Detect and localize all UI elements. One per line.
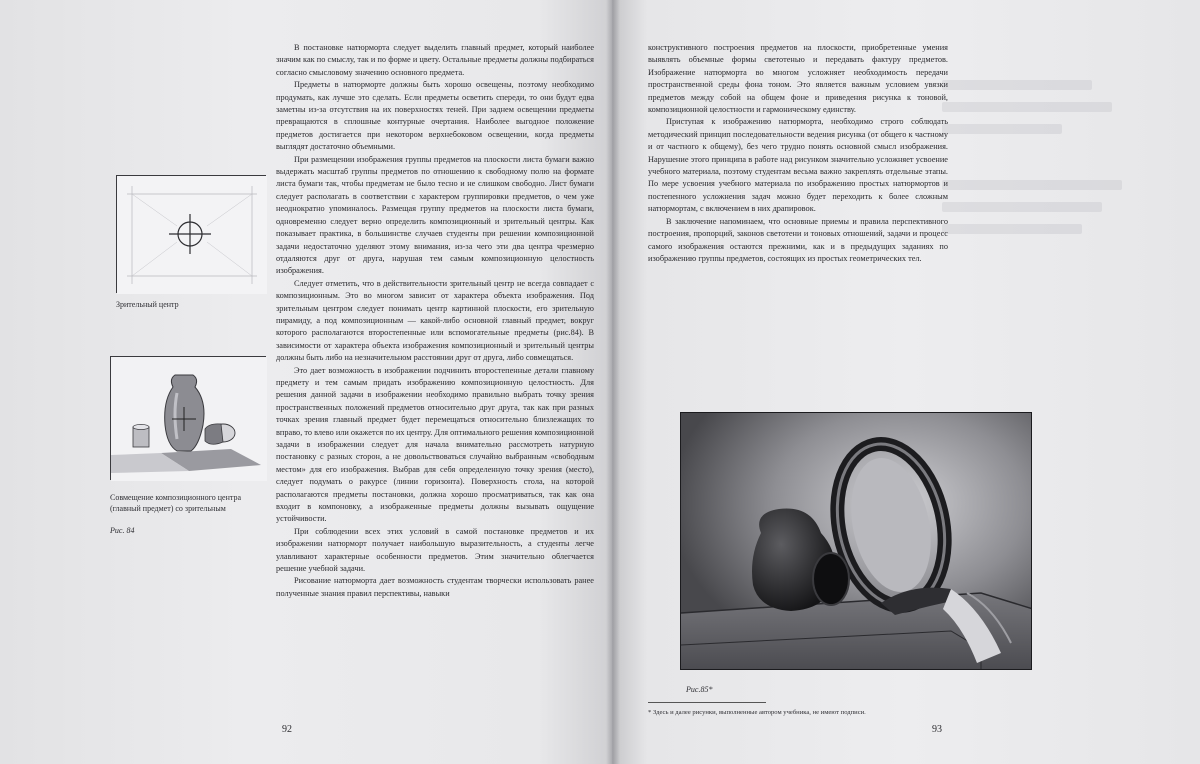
still-life-sketch	[111, 357, 267, 481]
figure1-caption: Зрительный центр	[116, 300, 179, 309]
figure2-caption: Совмещение композиционного центра (главный предмет) со зрительным	[110, 493, 241, 513]
left-paragraph: Предметы в натюрморте должны быть хорошо освещены, поэтому необходимо продумать, как лучше это сделать. Если предметы осветить спереди, то они будут едва заметны из-за отсутствия на их поверхностях теней. При заднем освещении предметы превращаются в сплошные контурные очертания. Наиболее выгодное положение предметов достигается при некотором верхнебоковом освещении, когда предметы выглядят достаточно объемными.	[276, 80, 594, 152]
still-life-drawing	[681, 413, 1032, 670]
figure2-label: Рис. 84	[110, 526, 135, 535]
right-page-number: 93	[932, 724, 942, 735]
still-life-illustration	[680, 412, 1032, 670]
footnote-divider	[648, 702, 766, 703]
left-paragraph: Следует отметить, что в действительности зрительный центр не всегда совпадает с композиционным. Это во многом зависит от характера объекта изображения. Под зрительным центром следует понимать центр картинной плоскости, его зрительную пирамиду, а под композиционным — какой-либо основной главный предмет, вокруг которого располагаются второстепенные или вспомогательные предметы (рис.84). В зависимости от характера объекта изображения композиционный и зрительный центры должны быть либо на незначительном расстоянии друг от друга, либо совмещаться.	[276, 278, 594, 363]
footnote: * Здесь и далее рисунки, выполненные автором учебника, не имеют подписи.	[648, 709, 866, 716]
left-paragraph: В постановке натюрморта следует выделить главный предмет, который наиболее значим как по смыслу, так и по форме и цвету. Остальные предметы должны подбираться согласно смысловому значению основного предмета.	[276, 43, 594, 77]
visual-center-figure	[116, 175, 266, 293]
right-paragraph: В заключение напоминаем, что основные приемы и правила перспективного построения, пропорций, законов светотени и тоновых отношений, задачи и процесс самого изображения остаются прежними, как и в предыдущих заданиях по изображению группы предметов, состоящих из простых геометрических тел.	[648, 216, 948, 263]
left-page-text	[276, 42, 594, 600]
left-page-number: 92	[282, 724, 292, 735]
left-paragraph: Это дает возможность в изображении подчинить второстепенные детали главному предмету и тем самым придать изображению композиционную целостность. Для решения данной задачи в изображении необходимо правильно выбрать точку зрения пространственных положений предметов относительно друг друга, так как при разных точках зрения главный предмет будет перемещаться относительно близлежащих то вправо, то влево или окажется по их центру. Для оптимального решения композиционной задачи в изображении следует для начала внимательно рассмотреть натурную постановку с разных сторон, а не довольствоваться случайно выбранным «свободным местом» для его изображения. Выбрав для себя определенную точку зрения (место), следует подумать о ракурсе (линии горизонта). Поверхность стола, на которой располагаются предметы постановки, должна хорошо просматриваться, так как она входит в компоновку, а изображенные предметы должны вызывать ощущение устойчивости.	[276, 365, 594, 524]
still-life-sketch-figure	[110, 356, 266, 480]
right-paragraph: Приступая к изображению натюрморта, необходимо строго соблюдать методический принцип последовательности ведения рисунка (от общего к частному и от частного к общему), без чего трудно понять основной смысл изображения. Нарушение этого принципа в работе над рисунком значительно усложняет усвоение учебного материала, поэтому студентам весьма важно закреплять отдельные этапы. По мере усвоения учебного материала по изображению простых натюрмортов и постепенного усложнения задач можно будет переходить к более сложным натюрмортам, с включением в них драпировок.	[648, 117, 948, 214]
right-paragraph: конструктивного построения предметов на плоскости, приобретенные умения выявлять объемные формы светотенью и передавать фактуру предметов. Изображение натюрморта во многом усложняет необходимость передачи пространственной среды фона тоном. Это является важным условием увязки предметов между собой на общем фоне и приведения рисунка к тоновой, композиционной целостности и гармоническому единству.	[648, 43, 948, 115]
left-paragraph: При размещении изображения группы предметов на плоскости листа бумаги важно выдержать масштаб группы предметов по отношению к свободному полю на формате листа бумаги так, чтобы предметам не было тесно и не слишком свободно. Лист бумаги следует располагать в соответствии с характером группировки предметов, о чем уже неоднократно упоминалось. Размещая группу предметов на плоскости листа бумаги, одновременно следует верно определить композиционный и зрительный центры. Как показывает практика, в большинстве случаев студенты при решении композиционной задачи недостаточно уделяют этому внимания, из-за чего эти два центра чрезмерно отдаляются друг от друга, нарушая тем самым композиционную целостность изображения.	[276, 154, 594, 276]
right-page-text	[648, 42, 948, 265]
figure85-label: Рис.85*	[686, 685, 713, 694]
show-through-ghost	[942, 40, 1142, 400]
visual-center-drawing	[117, 176, 267, 294]
book-gutter	[606, 0, 620, 764]
left-paragraph: Рисование натюрморта дает возможность студентам творчески использовать ранее полученные знания правил перспективы, навыки	[276, 576, 594, 598]
left-paragraph: При соблюдении всех этих условий в самой постановке предметов и их изображении натюрморт получает наибольшую выразительность, а студенты легче улавливают характерные особенности предметов. Этим значительно облегчается решение учебной задачи.	[276, 526, 594, 574]
